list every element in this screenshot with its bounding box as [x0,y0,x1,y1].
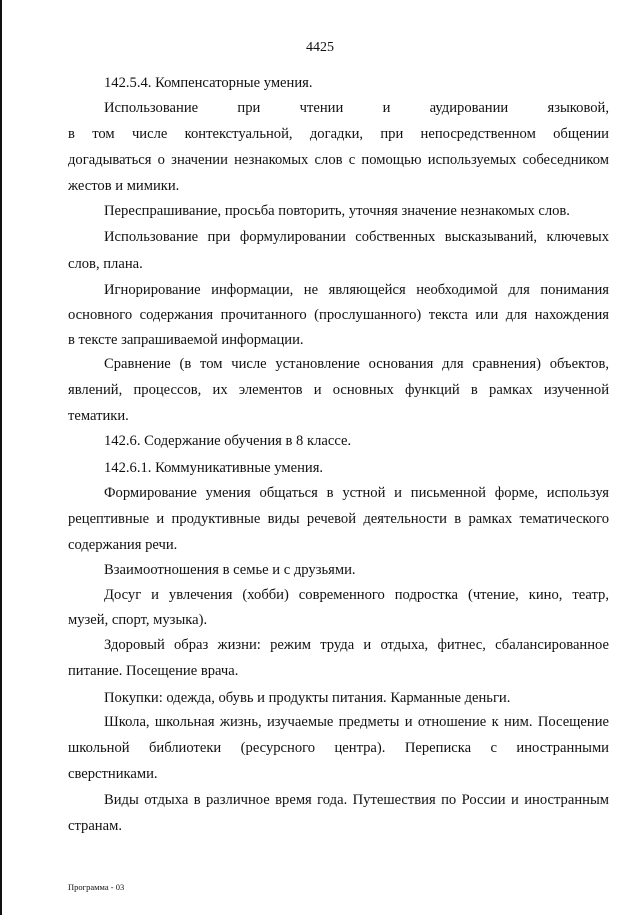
paragraph-line: в том числе контекстуальной, догадки, при непосредственном общении [68,126,609,142]
paragraph-line: Использование при чтении и аудировании языковой, [104,100,609,116]
paragraph-line: жестов и мимики. [68,178,180,194]
heading-compensatory-skills: 142.5.4. Компенсаторные умения. [104,75,313,91]
paragraph-line: рецептивные и продуктивные виды речевой деятельности в рамках тематического [68,511,609,527]
page-number: 4425 [306,40,334,55]
paragraph-line: Использование при формулировании собственных высказываний, ключевых [104,229,609,245]
topic-line: Покупки: одежда, обувь и продукты питания. Карманные деньги. [104,690,511,706]
topic-line: музей, спорт, музыка). [68,612,208,628]
paragraph-line: слов, плана. [68,256,143,272]
paragraph-line: Сравнение (в том числе установление основания для сравнения) объектов, [104,356,609,372]
topic-line: Здоровый образ жизни: режим труда и отдыха, фитнес, сбалансированное [104,637,609,653]
topic-line: школьной библиотеки (ресурсного центра). Переписка с иностранными [68,740,609,756]
topic-line: сверстниками. [68,766,158,782]
paragraph-line: Переспрашивание, просьба повторить, уточняя значение незнакомых слов. [104,203,570,219]
topic-line: Досуг и увлечения (хобби) современного подростка (чтение, кино, театр, [104,587,609,603]
footer-program-code: Программа - 03 [68,882,125,892]
paragraph-line: догадываться о значении незнакомых слов с помощью используемых собеседником [68,152,609,168]
topic-line: Взаимоотношения в семье и с друзьями. [104,562,356,578]
topic-line: Школа, школьная жизнь, изучаемые предметы и отношение к ним. Посещение [104,714,609,730]
paragraph-line: содержания речи. [68,537,178,553]
scan-edge [0,0,2,915]
topic-line: питание. Посещение врача. [68,663,239,679]
paragraph-line: основного содержания прочитанного (прослушанного) текста или для нахождения [68,307,609,323]
paragraph-line: Формирование умения общаться в устной и письменной форме, используя [104,485,609,501]
paragraph-line: Игнорирование информации, не являющейся необходимой для понимания [104,282,609,298]
topic-line: Виды отдыха в различное время года. Путешествия по России и иностранным [104,792,609,808]
topic-line: странам. [68,818,122,834]
paragraph-line: явлений, процессов, их элементов и основных функций в рамках изученной [68,382,609,398]
heading-communicative-skills: 142.6.1. Коммуникативные умения. [104,460,324,476]
paragraph-line: в тексте запрашиваемой информации. [68,332,304,348]
heading-grade-8-content: 142.6. Содержание обучения в 8 классе. [104,433,352,449]
paragraph-line: тематики. [68,408,129,424]
